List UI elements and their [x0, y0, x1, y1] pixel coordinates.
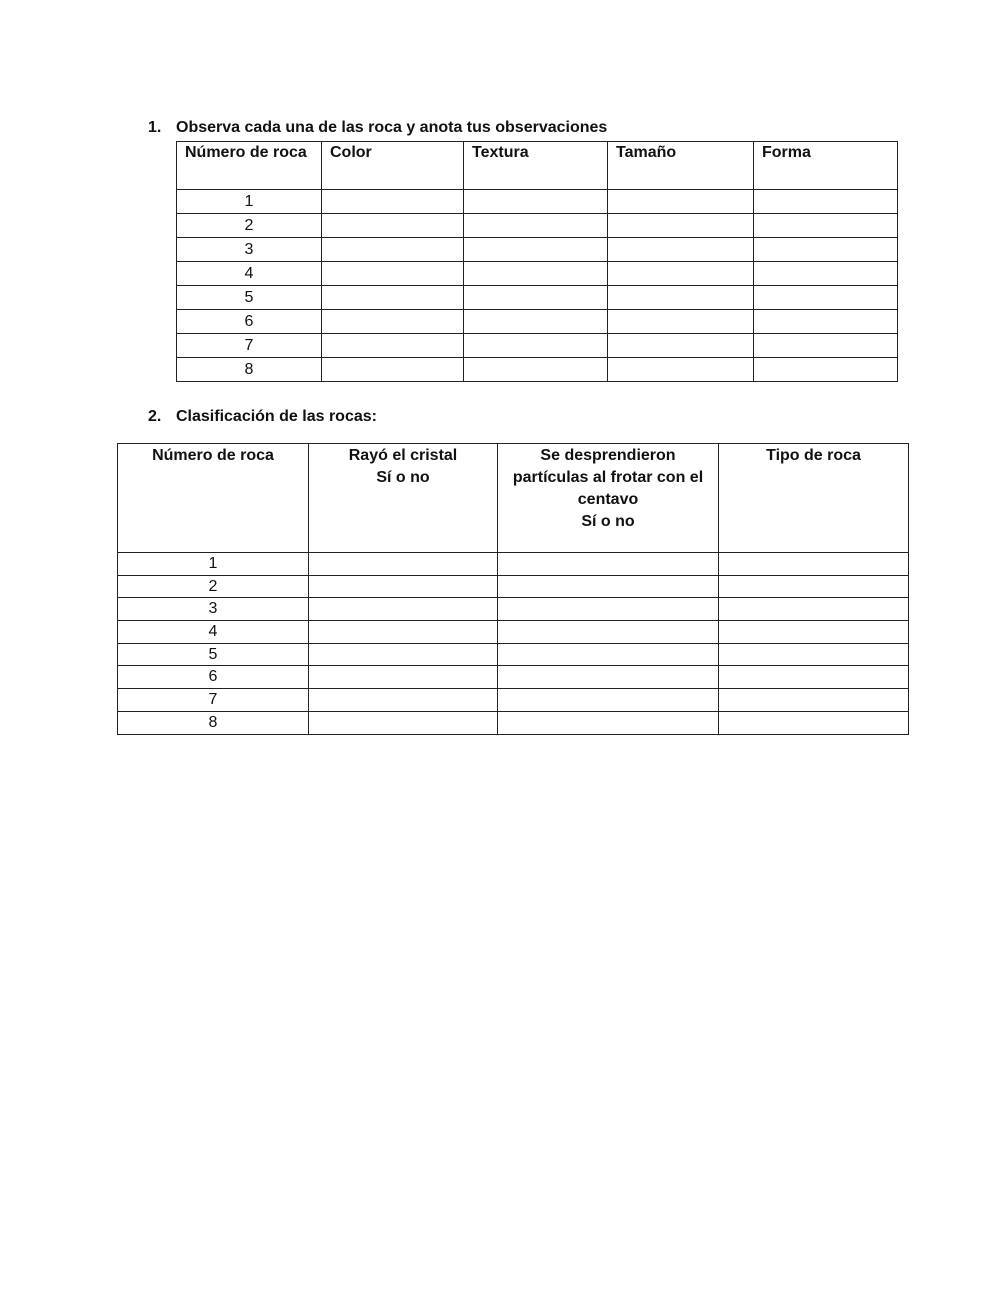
table-row	[177, 214, 898, 238]
rock-number-cell: 4	[177, 262, 322, 286]
header-particles-line3: centavo	[577, 491, 639, 508]
particles-cell[interactable]	[498, 575, 719, 598]
section-2-number: 2.	[148, 408, 162, 425]
rock-number-cell: 4	[118, 621, 309, 644]
texture-cell[interactable]	[464, 262, 608, 286]
texture-cell[interactable]	[464, 310, 608, 334]
color-cell[interactable]	[322, 358, 464, 382]
color-cell[interactable]	[322, 190, 464, 214]
rock-number-cell: 2	[118, 575, 309, 598]
shape-cell[interactable]	[754, 334, 898, 358]
rock-number-cell: 8	[177, 358, 322, 382]
table-row	[118, 643, 909, 666]
texture-cell[interactable]	[464, 214, 608, 238]
table-row	[118, 711, 909, 734]
texture-cell[interactable]	[464, 238, 608, 262]
color-cell[interactable]	[322, 214, 464, 238]
size-cell[interactable]	[608, 214, 754, 238]
section-1-number: 1.	[148, 119, 162, 136]
shape-cell[interactable]	[754, 358, 898, 382]
section-1-heading	[148, 118, 607, 138]
header-scratched-line2: Sí o no	[376, 469, 430, 486]
rock-type-cell[interactable]	[719, 621, 909, 644]
header-rock-number	[118, 444, 309, 553]
scratched-cell[interactable]	[309, 689, 498, 712]
header-scratched-line1: Rayó el cristal	[348, 447, 458, 464]
rock-number-cell: 1	[177, 190, 322, 214]
size-cell[interactable]	[608, 358, 754, 382]
rock-number-cell: 6	[177, 310, 322, 334]
table-row	[177, 190, 898, 214]
shape-cell[interactable]	[754, 262, 898, 286]
header-rock-number: Número de roca	[177, 142, 322, 190]
scratched-cell[interactable]	[309, 621, 498, 644]
table-row	[118, 666, 909, 689]
header-particles-line1: Se desprendieron	[540, 447, 676, 464]
observations-header-row	[177, 142, 898, 190]
color-cell[interactable]	[322, 286, 464, 310]
table-row	[177, 238, 898, 262]
particles-cell[interactable]	[498, 689, 719, 712]
color-cell[interactable]	[322, 310, 464, 334]
particles-cell[interactable]	[498, 666, 719, 689]
table-row	[118, 689, 909, 712]
table-row	[177, 310, 898, 334]
header-rock-type-text: Tipo de roca	[766, 447, 861, 464]
size-cell[interactable]	[608, 286, 754, 310]
particles-cell[interactable]	[498, 598, 719, 621]
table-row	[118, 553, 909, 576]
shape-cell[interactable]	[754, 310, 898, 334]
particles-cell[interactable]	[498, 553, 719, 576]
rock-number-cell: 5	[177, 286, 322, 310]
rock-number-cell: 8	[118, 711, 309, 734]
table-row	[118, 575, 909, 598]
header-particles-line2: partículas al frotar con el	[512, 469, 704, 486]
section-2-heading	[148, 407, 377, 427]
observations-table	[176, 141, 898, 382]
rock-number-cell: 5	[118, 643, 309, 666]
scratched-cell[interactable]	[309, 575, 498, 598]
header-texture: Textura	[464, 142, 608, 190]
rock-type-cell[interactable]	[719, 553, 909, 576]
header-particles-line4: Sí o no	[581, 513, 635, 530]
scratched-cell[interactable]	[309, 643, 498, 666]
size-cell[interactable]	[608, 310, 754, 334]
rock-type-cell[interactable]	[719, 598, 909, 621]
header-rock-type	[719, 444, 909, 553]
classification-table	[117, 443, 909, 735]
size-cell[interactable]	[608, 334, 754, 358]
size-cell[interactable]	[608, 238, 754, 262]
shape-cell[interactable]	[754, 190, 898, 214]
header-shape: Forma	[754, 142, 898, 190]
rock-number-cell: 6	[118, 666, 309, 689]
table-row	[177, 286, 898, 310]
header-particles	[498, 444, 719, 553]
table-row	[118, 621, 909, 644]
section-2-title: Clasificación de las rocas:	[176, 408, 377, 425]
rock-type-cell[interactable]	[719, 666, 909, 689]
color-cell[interactable]	[322, 262, 464, 286]
scratched-cell[interactable]	[309, 711, 498, 734]
scratched-cell[interactable]	[309, 553, 498, 576]
section-1-title: Observa cada una de las roca y anota tus observaciones	[176, 119, 608, 136]
rock-number-cell: 3	[118, 598, 309, 621]
header-scratched-glass	[309, 444, 498, 553]
texture-cell[interactable]	[464, 286, 608, 310]
texture-cell[interactable]	[464, 334, 608, 358]
shape-cell[interactable]	[754, 286, 898, 310]
scratched-cell[interactable]	[309, 666, 498, 689]
particles-cell[interactable]	[498, 621, 719, 644]
rock-type-cell[interactable]	[719, 575, 909, 598]
texture-cell[interactable]	[464, 190, 608, 214]
rock-type-cell[interactable]	[719, 689, 909, 712]
table-row	[177, 334, 898, 358]
table-row	[118, 598, 909, 621]
rock-number-cell: 7	[118, 689, 309, 712]
shape-cell[interactable]	[754, 214, 898, 238]
size-cell[interactable]	[608, 262, 754, 286]
size-cell[interactable]	[608, 190, 754, 214]
rock-type-cell[interactable]	[719, 643, 909, 666]
rock-number-cell: 3	[177, 238, 322, 262]
table-row	[177, 262, 898, 286]
table-row	[177, 358, 898, 382]
header-color: Color	[322, 142, 464, 190]
classification-header-row	[118, 444, 909, 553]
shape-cell[interactable]	[754, 238, 898, 262]
rock-number-cell: 1	[118, 553, 309, 576]
rock-number-cell: 2	[177, 214, 322, 238]
color-cell[interactable]	[322, 334, 464, 358]
header-size: Tamaño	[608, 142, 754, 190]
rock-type-cell[interactable]	[719, 711, 909, 734]
scratched-cell[interactable]	[309, 598, 498, 621]
color-cell[interactable]	[322, 238, 464, 262]
header-rock-number-text: Número de roca	[152, 447, 274, 464]
particles-cell[interactable]	[498, 643, 719, 666]
rock-number-cell: 7	[177, 334, 322, 358]
texture-cell[interactable]	[464, 358, 608, 382]
particles-cell[interactable]	[498, 711, 719, 734]
